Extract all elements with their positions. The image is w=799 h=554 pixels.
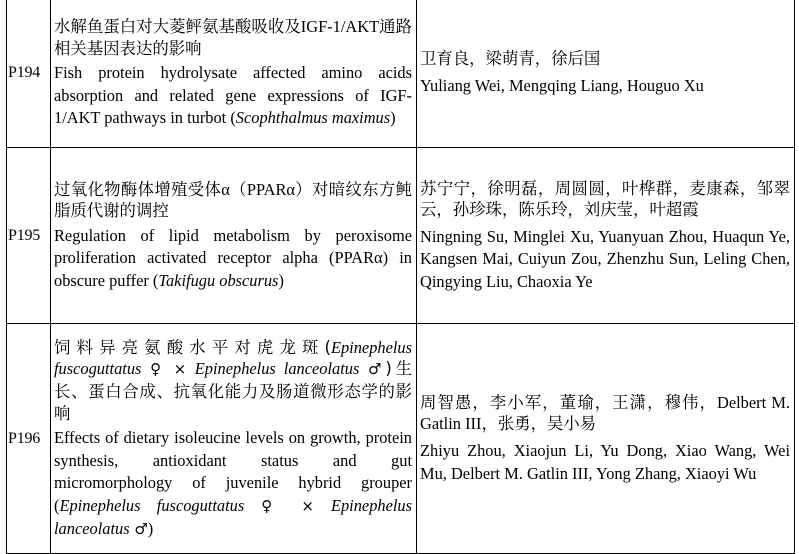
title-chinese: 饲料异亮氨酸水平对虎龙斑(Epinephelus fuscoguttatus ♀ × Epinephelus lanceolatus ♂)生长、蛋白合成、抗氧化能力及肠道微形态学的影响 <box>54 337 412 423</box>
authors-chinese: 苏宁宁，徐明磊，周圆圆，叶桦群，麦康森，邹翠云，孙珍珠，陈乐玲，刘庆莹，叶超霞 <box>420 178 790 220</box>
paper-title <box>51 324 417 554</box>
female-symbol-icon: ♀ × <box>244 496 331 515</box>
female-symbol-icon: ♀ × <box>141 360 195 379</box>
title-chinese: 水解鱼蛋白对大菱鲆氨基酸吸收及IGF-1/AKT通路相关基因表达的影响 <box>54 17 413 58</box>
authors-english: Yuliang Wei, Mengqing Liang, Houguo Xu <box>420 76 704 95</box>
table-row <box>7 148 795 324</box>
title-english: Regulation of lipid metabolism by peroxisome proliferation activated receptor alpha (PPARα) in obscure puffer (Takifugu obscurus) <box>54 225 412 290</box>
paper-id: P196 <box>7 324 51 554</box>
paper-authors <box>417 148 795 324</box>
paper-id: P194 <box>7 0 51 148</box>
paper-authors <box>417 0 795 148</box>
authors-english: Ningning Su, Minglei Xu, Yuanyuan Zhou, Huaqun Ye, Kangsen Mai, Cuiyun Zou, Zhenzhu Sun, Leling Chen, Qingying Liu, Chaoxia Ye <box>420 226 790 291</box>
abstract-index-table <box>6 0 795 554</box>
authors-chinese: 卫育良，梁萌青，徐后国 <box>420 49 601 69</box>
table-row <box>7 0 795 148</box>
authors-chinese: 周智愚，李小军，董瑜，王潇，穆伟，Delbert M. Gatlin III，张勇，吴小易 <box>420 392 790 434</box>
paper-id: P195 <box>7 148 51 324</box>
paper-title <box>51 148 417 324</box>
title-english: Fish protein hydrolysate affected amino acids absorption and related gene expressions of IGF-1/AKT pathways in turbot (Scophthalmus maximus) <box>54 63 412 128</box>
paper-title <box>51 0 417 148</box>
paper-authors <box>417 324 795 554</box>
title-english: Effects of dietary isoleucine levels on growth, protein synthesis, antioxidant status and gut micromorphology of juvenile hybrid grouper (Epinephelus fuscoguttatus ♀ × Epinephelus lanceolatus ♂) <box>54 428 412 538</box>
title-chinese: 过氧化物酶体增殖受体α（PPARα）对暗纹东方鲀脂质代谢的调控 <box>54 179 413 221</box>
male-symbol-icon: ♂ <box>359 360 386 379</box>
authors-english: Zhiyu Zhou, Xiaojun Li, Yu Dong, Xiao Wang, Wei Mu, Delbert M. Gatlin III, Yong Zhang, Xiaoyi Wu <box>420 441 790 483</box>
table-row <box>7 324 795 554</box>
male-symbol-icon: ♂ <box>129 519 148 538</box>
